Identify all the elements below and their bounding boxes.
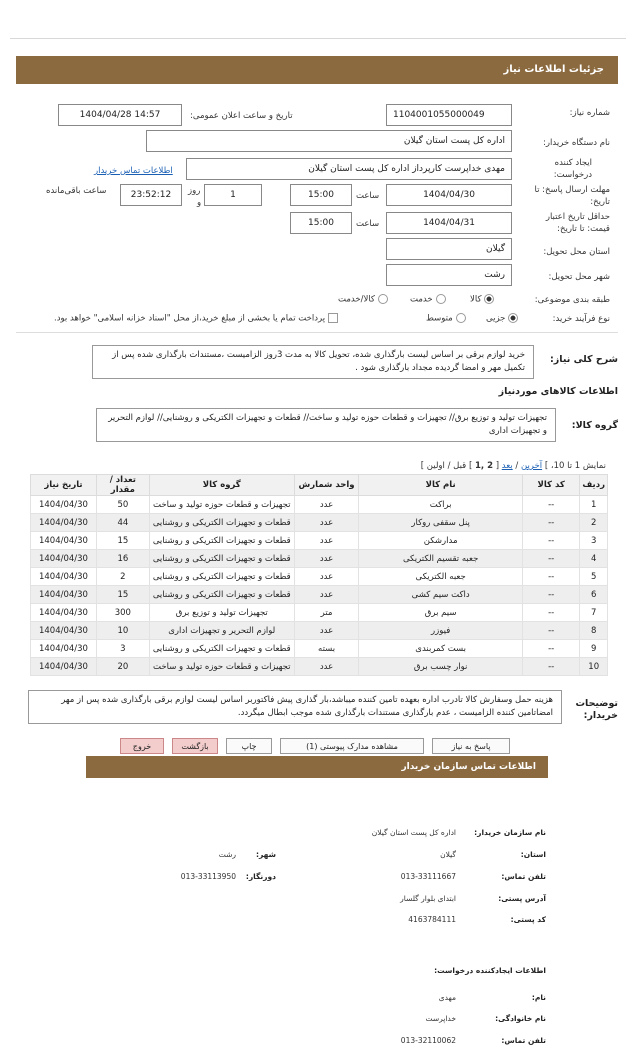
cell-group: قطعات و تجهیزات الکتریکی و روشنایی: [149, 568, 294, 586]
cell-qty: 15: [96, 586, 149, 604]
pagination: نمایش 1 تا 10، ] آخرین / بعد [ 2 ,1 ] قبل / اولین ]: [420, 461, 606, 471]
cell-code: --: [522, 586, 580, 604]
contact-org: اداره کل پست استان گیلان: [371, 828, 456, 837]
section-divider: [16, 332, 618, 333]
creator-field[interactable]: مهدی خداپرست کارپرداز اداره کل پست استان گیلان: [186, 158, 512, 180]
cell-unit: عدد: [294, 568, 359, 586]
creator-label-1: ایجاد کننده: [554, 158, 592, 168]
send-date-field[interactable]: 1404/04/30: [386, 184, 512, 206]
category-service-option[interactable]: خدمت: [410, 294, 446, 305]
creator-label-2: درخواست:: [553, 170, 592, 180]
table-header-row: [31, 475, 608, 496]
process-medium-option[interactable]: متوسط: [426, 313, 466, 324]
city-field[interactable]: رشت: [386, 264, 512, 286]
cell-row-number: 3: [580, 532, 608, 550]
back-button[interactable]: بازگشت: [172, 738, 218, 754]
cell-qty: 50: [96, 496, 149, 514]
pagination-last[interactable]: آخرین: [520, 461, 543, 471]
pagination-show: نمایش 1 تا 10،: [550, 461, 606, 471]
table-row: [31, 568, 608, 586]
remaining-time-field[interactable]: 23:52:12: [120, 184, 182, 206]
header-row-number: ردیف: [580, 475, 608, 496]
table-row: [31, 604, 608, 622]
cell-unit: عدد: [294, 532, 359, 550]
radio-icon: [436, 294, 446, 304]
cell-code: --: [522, 532, 580, 550]
contact-city-label: شهر:: [256, 850, 276, 859]
radio-selected-icon: [508, 313, 518, 323]
cell-name: جعبه الکتریکی: [359, 568, 523, 586]
buyer-org-label: نام دستگاه خریدار:: [543, 138, 610, 148]
items-table: [30, 474, 608, 676]
cell-unit: عدد: [294, 586, 359, 604]
summary-text: خرید لوازم برقی بر اساس لیست بارگذاری شده، تحویل کالا به مدت 3روز الزامیست ،مستندات بارگذاری شده پس از تکمیل مهر و امضا گردیده مجداد بارگذاری شود .: [92, 345, 534, 379]
radio-selected-icon: [484, 294, 494, 304]
exit-button[interactable]: خروج: [120, 738, 164, 754]
cell-unit: عدد: [294, 622, 359, 640]
header-date: تاریخ نیاز: [31, 475, 97, 496]
validity-date-field[interactable]: 1404/04/31: [386, 212, 512, 234]
table-row: [31, 550, 608, 568]
cell-code: --: [522, 640, 580, 658]
cell-qty: 2: [96, 568, 149, 586]
cell-code: --: [522, 568, 580, 586]
contact-org-label: نام سازمان خریدار:: [474, 828, 546, 837]
cell-row-number: 1: [580, 496, 608, 514]
pagination-prev-first: قبل / اولین: [426, 461, 467, 471]
cell-date: 1404/04/30: [31, 514, 97, 532]
cell-name: جعبه تقسیم الکتریکی: [359, 550, 523, 568]
buyer-notes-label-2: خریدار:: [583, 710, 618, 721]
cell-code: --: [522, 622, 580, 640]
table-row: [31, 640, 608, 658]
announce-field[interactable]: 1404/04/28 14:57: [58, 104, 182, 126]
header-name: نام کالا: [359, 475, 523, 496]
header-unit: واحد شمارش: [294, 475, 359, 496]
cell-group: قطعات و تجهیزات الکتریکی و روشنایی: [149, 586, 294, 604]
cell-group: قطعات و تجهیزات الکتریکی و روشنایی: [149, 550, 294, 568]
cell-group: تجهیزات تولید و توزیع برق: [149, 604, 294, 622]
header-group: گروه کالا: [149, 475, 294, 496]
cell-code: --: [522, 550, 580, 568]
cell-date: 1404/04/30: [31, 532, 97, 550]
cell-unit: عدد: [294, 514, 359, 532]
creator-name-label: نام:: [531, 993, 546, 1002]
cell-group: قطعات و تجهیزات الکتریکی و روشنایی: [149, 640, 294, 658]
cell-group: قطعات و تجهیزات الکتریکی و روشنایی: [149, 514, 294, 532]
cell-qty: 16: [96, 550, 149, 568]
cell-date: 1404/04/30: [31, 622, 97, 640]
cell-qty: 300: [96, 604, 149, 622]
category-label: طبقه بندی موضوعی:: [534, 295, 610, 305]
cell-group: تجهیزات و قطعات حوزه تولید و ساخت: [149, 496, 294, 514]
creator-name: مهدی: [438, 993, 456, 1002]
cell-group: قطعات و تجهیزات الکتریکی و روشنایی: [149, 532, 294, 550]
cell-row-number: 7: [580, 604, 608, 622]
buyer-notes-label-1: توضیحات: [575, 698, 618, 709]
cell-row-number: 5: [580, 568, 608, 586]
view-attachments-button[interactable]: مشاهده مدارک پیوستی (1): [280, 738, 424, 754]
cell-unit: عدد: [294, 658, 359, 676]
need-number-label: شماره نیاز:: [569, 108, 610, 118]
cell-unit: عدد: [294, 496, 359, 514]
cell-name: فیوزر: [359, 622, 523, 640]
cell-date: 1404/04/30: [31, 568, 97, 586]
radio-icon: [378, 294, 388, 304]
creator-phone-label: تلفن تماس:: [501, 1036, 546, 1045]
contact-phone: 013-33111667: [400, 872, 456, 881]
table-row: [31, 586, 608, 604]
cell-qty: 15: [96, 532, 149, 550]
cell-date: 1404/04/30: [31, 604, 97, 622]
cell-group: تجهیزات و قطعات حوزه تولید و ساخت: [149, 658, 294, 676]
cell-date: 1404/04/30: [31, 496, 97, 514]
cell-name: پنل سقفی روکار: [359, 514, 523, 532]
cell-date: 1404/04/30: [31, 550, 97, 568]
cell-date: 1404/04/30: [31, 658, 97, 676]
cell-qty: 44: [96, 514, 149, 532]
send-deadline-label-1: مهلت ارسال پاسخ: تا: [534, 185, 610, 195]
buyer-org-field[interactable]: اداره کل پست استان گیلان: [146, 130, 512, 152]
validity-time-label: ساعت: [356, 219, 380, 229]
contact-province: گیلان: [440, 850, 456, 859]
cell-unit: عدد: [294, 550, 359, 568]
goods-info-title: اطلاعات کالاهای موردنیاز: [498, 386, 618, 397]
contact-address: ابتدای بلوار گلسار: [400, 894, 456, 903]
page-title: جزئیات اطلاعات نیاز: [16, 56, 618, 84]
contact-fax: 013-33113950: [180, 872, 236, 881]
cell-code: --: [522, 514, 580, 532]
cell-group: لوازم التحریر و تجهیزات اداری: [149, 622, 294, 640]
process-label: نوع فرآیند خرید:: [552, 314, 610, 324]
cell-date: 1404/04/30: [31, 586, 97, 604]
creator-family-label: نام خانوادگی:: [495, 1014, 546, 1023]
announce-label: تاریخ و ساعت اعلان عمومی:: [190, 111, 293, 121]
payment-treasury-option[interactable]: پرداخت تمام یا بخشی از مبلغ خرید،از محل "اسناد خزانه اسلامی" خواهد بود.: [54, 313, 338, 324]
cell-name: براکت: [359, 496, 523, 514]
header-code: کد کالا: [522, 475, 580, 496]
cell-row-number: 4: [580, 550, 608, 568]
goods-group-text: تجهیزات تولید و توزیع برق// تجهیزات و قطعات حوزه تولید و ساخت// قطعات و تجهیزات الکتریکی و روشنایی// لوازم التحریر و تجهیزات اداری: [96, 408, 556, 442]
creator-info-title: اطلاعات ایجادکننده درخواست:: [434, 966, 546, 975]
creator-phone: 013-32110062: [400, 1036, 456, 1045]
header-qty: تعداد / مقدار: [96, 475, 149, 496]
cell-qty: 20: [96, 658, 149, 676]
cell-row-number: 10: [580, 658, 608, 676]
days-label: روز: [188, 186, 201, 196]
table-row: [31, 514, 608, 532]
pagination-next[interactable]: بعد: [501, 461, 513, 471]
remaining-label: ساعت باقی‌مانده: [46, 186, 107, 196]
contact-fax-label: دورنگار:: [245, 872, 276, 881]
city-label: شهر محل تحویل:: [548, 272, 610, 282]
cell-code: --: [522, 496, 580, 514]
table-row: [31, 622, 608, 640]
pagination-pages[interactable]: 2 ,1: [474, 461, 494, 471]
cell-qty: 10: [96, 622, 149, 640]
cell-date: 1404/04/30: [31, 640, 97, 658]
cell-unit: متر: [294, 604, 359, 622]
buyer-contact-link[interactable]: اطلاعات تماس خریدار: [94, 166, 173, 176]
contact-province-label: استان:: [520, 850, 546, 859]
contact-phone-label: تلفن تماس:: [501, 872, 546, 881]
cell-code: --: [522, 658, 580, 676]
category-goods-option[interactable]: کالا: [470, 294, 494, 305]
reply-button[interactable]: پاسخ به نیاز: [432, 738, 510, 754]
creator-family: خداپرست: [425, 1014, 456, 1023]
days-and-label: و: [197, 198, 202, 208]
cell-row-number: 6: [580, 586, 608, 604]
contact-address-label: آدرس پستی:: [498, 894, 546, 903]
cell-row-number: 8: [580, 622, 608, 640]
cell-name: داکت سیم کشی: [359, 586, 523, 604]
print-button[interactable]: چاپ: [226, 738, 272, 754]
process-partial-option[interactable]: جزیی: [486, 313, 518, 324]
table-row: [31, 496, 608, 514]
contact-city: رشت: [218, 850, 236, 859]
top-divider: [10, 38, 626, 39]
send-time-field[interactable]: 15:00: [290, 184, 352, 206]
summary-label: شرح کلی نیاز:: [549, 354, 618, 365]
send-time-label: ساعت: [356, 191, 380, 201]
buyer-notes-text: هزینه حمل وسفارش کالا تادرب اداره بعهده تامین کننده میباشد،بار گذاری پیش فاکتوربر اساس لیست لوازم برقی بارگذاری شده پس از مهر امضاتامین کننده الزامیست ، عدم بارگذاری مستندات بارگذاری شده موجب ابطال میگردد.: [28, 690, 562, 724]
province-field[interactable]: گیلان: [386, 238, 512, 260]
contact-postal: 4163784111: [408, 915, 456, 924]
goods-group-label: گروه کالا:: [571, 420, 618, 431]
min-validity-label-2: قیمت: تا تاریخ:: [557, 224, 610, 234]
checkbox-icon: [328, 313, 338, 323]
send-deadline-label-2: تاریخ:: [590, 197, 610, 207]
table-row: [31, 658, 608, 676]
days-field[interactable]: 1: [204, 184, 262, 206]
cell-name: سیم برق: [359, 604, 523, 622]
cell-unit: بسته: [294, 640, 359, 658]
validity-time-field[interactable]: 15:00: [290, 212, 352, 234]
contact-postal-label: کد پستی:: [510, 915, 546, 924]
category-goods-service-option[interactable]: کالا/خدمت: [338, 294, 388, 305]
cell-qty: 3: [96, 640, 149, 658]
table-row: [31, 532, 608, 550]
cell-code: --: [522, 604, 580, 622]
cell-row-number: 9: [580, 640, 608, 658]
cell-name: مدارشکن: [359, 532, 523, 550]
radio-icon: [456, 313, 466, 323]
need-number-field[interactable]: 1104001055000049: [386, 104, 512, 126]
contact-title: اطلاعات تماس سازمان خریدار: [86, 756, 548, 778]
cell-row-number: 2: [580, 514, 608, 532]
province-label: استان محل تحویل:: [543, 247, 610, 257]
cell-name: بست کمربندی: [359, 640, 523, 658]
cell-name: نوار چسب برق: [359, 658, 523, 676]
min-validity-label-1: حداقل تاریخ اعتبار: [545, 212, 610, 222]
